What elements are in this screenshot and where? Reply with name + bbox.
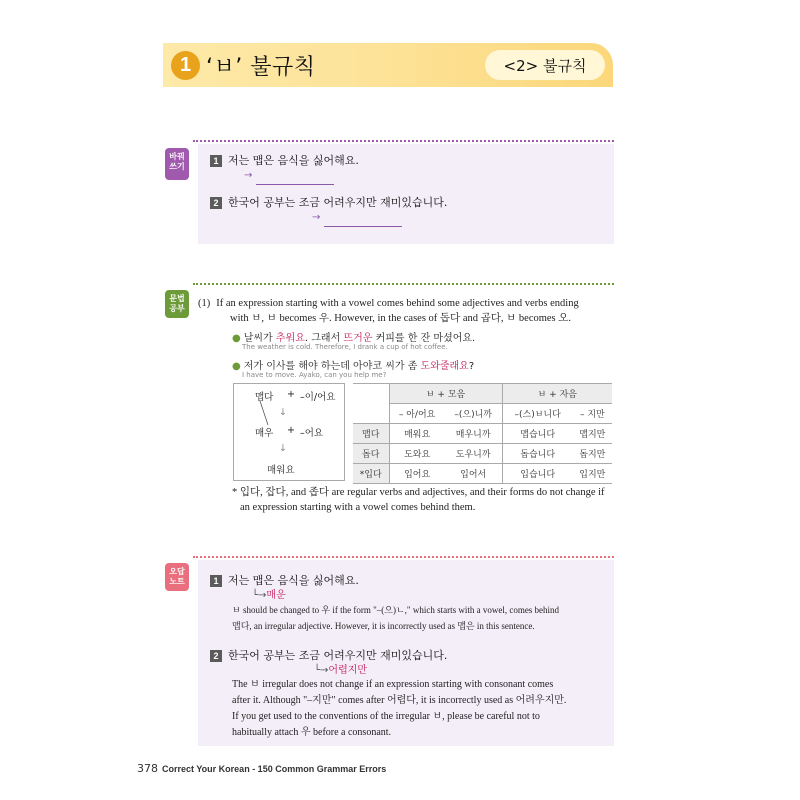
example-2: ● 저가 이사를 해야 하는데 아야코 씨가 좀 도와줄래요? bbox=[232, 361, 475, 372]
answer-explanation-1: ㅂ should be changed to 우 if the form "–(으)ㄴ," which starts with a vowel, comes behind 맵다, an irregular adjective. However, it is incorrectly used as 맵은 in this sentence. bbox=[232, 605, 560, 631]
answers-divider bbox=[193, 556, 614, 558]
grammar-paragraph bbox=[198, 296, 612, 326]
table-cell: 입어서 bbox=[445, 464, 502, 484]
grammar-badge: 문법 공부 bbox=[165, 290, 189, 318]
bullet-icon: ● bbox=[232, 361, 241, 372]
answer-blank-2[interactable] bbox=[324, 226, 402, 227]
chapter-tag: <2> 불규칙 bbox=[485, 50, 605, 80]
answer-sentence: 한국어 공부는 조금 어려우지만 재미있습니다. bbox=[228, 649, 448, 662]
rewrite-sentence: 저는 맵은 음식을 싫어해요. bbox=[228, 154, 359, 167]
correction-2 bbox=[314, 661, 367, 676]
bullet-icon: ● bbox=[232, 333, 241, 344]
table-corner bbox=[353, 384, 389, 424]
derivation-connector bbox=[258, 401, 272, 427]
correction-1 bbox=[252, 586, 286, 601]
grammar-line-1: If an expression starting with a vowel comes behind some adjectives and verbs ending bbox=[216, 298, 579, 309]
table-cell: 돕습니다 bbox=[502, 444, 573, 464]
answer-sentence: 저는 맵은 음식을 싫어해요. bbox=[228, 574, 359, 587]
chapter-title: ‘ㅂ’ 불규칙 bbox=[206, 55, 316, 80]
answer-explanation-2: The ㅂ irregular does not change if an expression starting with consonant comes after it. Although "–지만" comes after 어렵다, it is incorrectly used as 어려우지만. If you get used to the conventions of the irregular ㅂ, please be careful not to habitually attach 우 before a consonant. bbox=[232, 679, 567, 738]
correction-text: 어렵지만 bbox=[328, 665, 368, 676]
conjugation-table bbox=[353, 383, 612, 484]
table-column-header: –(스)ㅂ니다 bbox=[502, 404, 573, 424]
table-cell: 도와요 bbox=[389, 444, 445, 464]
correction-text: 매운 bbox=[266, 590, 286, 601]
down-arrow-icon: ↓ bbox=[279, 407, 287, 418]
table-group-header: ㅂ + 자음 bbox=[502, 384, 612, 404]
book-title: Correct Your Korean - 150 Common Grammar Errors bbox=[162, 764, 387, 774]
table-row bbox=[353, 424, 612, 444]
down-arrow-icon: ↓ bbox=[279, 443, 287, 454]
table-column-header: –(으)니까 bbox=[445, 404, 502, 424]
grammar-line-2: with ㅂ, ㅂ becomes 우. However, in the cases of 돕다 and 곱다, ㅂ becomes 오. bbox=[230, 313, 572, 324]
item-number: 2 bbox=[210, 197, 222, 209]
table-cell: 돕지만 bbox=[573, 444, 612, 464]
table-cell: 맵습니다 bbox=[502, 424, 573, 444]
rewrite-badge: 바꿔 쓰기 bbox=[165, 148, 189, 180]
answers-badge: 오답 노트 bbox=[165, 563, 189, 591]
correction-arrow-icon: └→ bbox=[252, 590, 267, 601]
rewrite-divider bbox=[193, 140, 614, 142]
table-cell: 맵지만 bbox=[573, 424, 612, 444]
table-row bbox=[353, 464, 612, 484]
arrow-icon: → bbox=[312, 212, 321, 223]
grammar-marker: (1) bbox=[198, 298, 211, 309]
note-line-1: * 입다, 잡다, and 좁다 are regular verbs and adjectives, and their forms do not change if bbox=[232, 487, 605, 498]
correction-arrow-icon: └→ bbox=[314, 665, 329, 676]
answer-blank-1[interactable] bbox=[256, 184, 334, 185]
table-group-header: ㅂ + 모음 bbox=[389, 384, 502, 404]
page-number: 378 bbox=[137, 762, 158, 775]
lesson-number-badge: 1 bbox=[171, 51, 200, 80]
page-footer bbox=[137, 762, 386, 775]
rewrite-sentence: 한국어 공부는 조금 어려우지만 재미있습니다. bbox=[228, 196, 448, 209]
table-column-header: – 아/어요 bbox=[389, 404, 445, 424]
derivation-word: 매우 bbox=[255, 428, 274, 439]
example-1: ● 날씨가 추워요. 그래서 뜨거운 커피를 한 잔 마셨어요. bbox=[232, 333, 476, 344]
note-line-2: an expression starting with a vowel comes behind them. bbox=[240, 502, 476, 513]
table-row bbox=[353, 444, 612, 464]
derivation-word: 맵다 bbox=[255, 392, 274, 403]
table-cell: 매워요 bbox=[389, 424, 445, 444]
derivation-box bbox=[233, 383, 345, 481]
chapter-header bbox=[163, 43, 613, 87]
item-number: 2 bbox=[210, 650, 222, 662]
example-highlight: 도와줄래요 bbox=[420, 361, 469, 372]
arrow-icon: → bbox=[244, 170, 253, 181]
example-highlight: 뜨거운 bbox=[343, 333, 373, 344]
rewrite-item-2 bbox=[210, 194, 447, 210]
table-column-header: – 지만 bbox=[573, 404, 612, 424]
grammar-divider bbox=[193, 283, 614, 285]
example-highlight: 추워요 bbox=[275, 333, 305, 344]
table-cell: 입습니다 bbox=[502, 464, 573, 484]
table-cell: 도우니까 bbox=[445, 444, 502, 464]
item-number: 1 bbox=[210, 575, 222, 587]
table-row-header: 돕다 bbox=[353, 444, 389, 464]
table-subheader-row bbox=[353, 404, 612, 424]
table-cell: 매우니까 bbox=[445, 424, 502, 444]
example-1-translation: The weather is cold. Therefore, I drank a cup of hot coffee. bbox=[242, 343, 448, 351]
derivation-suffix: –어요 bbox=[300, 428, 324, 439]
table-header-row bbox=[353, 384, 612, 404]
grammar-note bbox=[232, 485, 612, 515]
table-row-header: *입다 bbox=[353, 464, 389, 484]
table-cell: 입지만 bbox=[573, 464, 612, 484]
rewrite-item-1 bbox=[210, 152, 359, 168]
plus-sign: + bbox=[287, 425, 295, 436]
derivation-result: 매워요 bbox=[267, 465, 295, 476]
plus-sign: + bbox=[287, 389, 295, 400]
example-2-translation: I have to move. Ayako, can you help me? bbox=[242, 371, 387, 379]
table-cell: 입어요 bbox=[389, 464, 445, 484]
derivation-suffix: –이/어요 bbox=[300, 392, 336, 403]
table-row-header: 맵다 bbox=[353, 424, 389, 444]
item-number: 1 bbox=[210, 155, 222, 167]
